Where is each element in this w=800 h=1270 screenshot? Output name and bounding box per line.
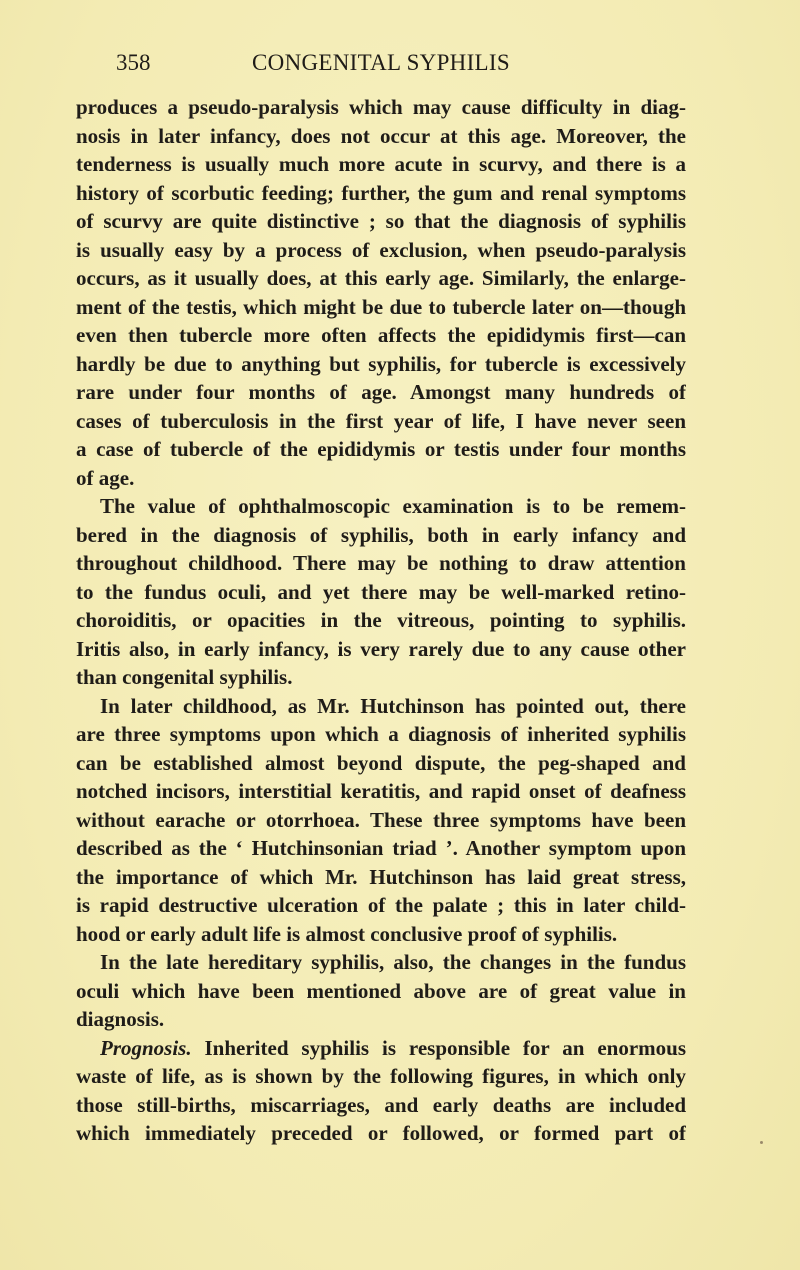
text-line <box>76 1005 686 1034</box>
text-line <box>76 720 686 749</box>
text-line <box>76 749 686 778</box>
page-number: 358 <box>116 50 151 75</box>
line-text: those still-births, miscarriages, and early deaths are included <box>76 1092 686 1117</box>
text-line <box>76 1062 686 1091</box>
line-text: described as the ‘ Hutchinsonian triad ’. Another symptom upon <box>76 836 686 860</box>
line-text: rare under four months of age. Amongst many hundreds of <box>76 380 686 404</box>
line-text: is usually easy by a process of exclusion, when pseudo-paralysis <box>76 237 686 262</box>
text-line <box>76 236 686 265</box>
text-line <box>76 264 686 293</box>
text-line <box>76 692 686 721</box>
line-text: Iritis also, in early infancy, is very rarely due to any cause other <box>76 636 686 661</box>
text-line <box>76 293 686 322</box>
text-line <box>76 93 686 122</box>
text-line <box>76 891 686 920</box>
text-line <box>76 977 686 1006</box>
section-heading-italic: Prognosis. <box>100 1035 192 1060</box>
line-text: oculi which have been mentioned above are of great value in <box>76 978 686 1003</box>
line-text: hood or early adult life is almost conclusive proof of syphilis. <box>76 921 618 946</box>
line-text: ment of the testis, which might be due to tubercle later on—though <box>76 294 686 319</box>
line-text: which immediately preceded or followed, or formed part of <box>76 1121 686 1145</box>
text-line <box>76 663 686 692</box>
text-line <box>76 378 686 407</box>
line-text: to the fundus oculi, and yet there may be well-marked retino- <box>76 579 686 604</box>
body-text <box>76 93 686 1148</box>
text-line <box>76 1119 686 1148</box>
text-line <box>76 122 686 151</box>
paper-speck <box>760 1141 763 1144</box>
text-line <box>76 549 686 578</box>
running-header <box>76 48 686 78</box>
text-line <box>76 350 686 379</box>
text-line <box>76 1091 686 1120</box>
text-line <box>76 777 686 806</box>
line-text: In later childhood, as Mr. Hutchinson has pointed out, there <box>100 693 686 718</box>
text-line <box>76 407 686 436</box>
line-text: notched incisors, interstitial keratitis, and rapid onset of deafness <box>76 779 686 803</box>
line-text: of age. <box>76 465 135 490</box>
text-line <box>76 635 686 664</box>
line-text: is rapid destructive ulceration of the palate ; this in later child- <box>76 893 686 917</box>
text-line <box>76 521 686 550</box>
line-text: hardly be due to anything but syphilis, for tubercle is excessively <box>76 351 686 376</box>
line-text: nosis in later infancy, does not occur at this age. Moreover, the <box>76 123 686 148</box>
line-text: of scurvy are quite distinctive ; so that the diagnosis of syphilis <box>76 209 686 233</box>
text-line <box>76 806 686 835</box>
line-text: Inherited syphilis is responsible for an enormous <box>191 1035 686 1060</box>
text-line <box>76 179 686 208</box>
text-line <box>76 207 686 236</box>
text-line <box>76 863 686 892</box>
text-line <box>76 435 686 464</box>
line-text: In the late hereditary syphilis, also, the changes in the fundus <box>100 950 686 974</box>
line-text: tenderness is usually much more acute in scurvy, and there is a <box>76 152 686 176</box>
line-text: waste of life, as is shown by the following figures, in which only <box>76 1064 686 1088</box>
line-text: can be established almost beyond dispute, the peg-shaped and <box>76 750 686 775</box>
line-text: choroiditis, or opacities in the vitreous, pointing to syphilis. <box>76 608 686 632</box>
text-line <box>76 948 686 977</box>
line-text: than congenital syphilis. <box>76 665 293 689</box>
text-line <box>76 920 686 949</box>
text-line <box>76 321 686 350</box>
text-line <box>76 834 686 863</box>
line-text: a case of tubercle of the epididymis or testis under four months <box>76 437 686 461</box>
text-line <box>76 1034 686 1063</box>
text-line <box>76 150 686 179</box>
line-text: occurs, as it usually does, at this early age. Similarly, the enlarge- <box>76 266 686 290</box>
line-text: the importance of which Mr. Hutchinson has laid great stress, <box>76 864 686 889</box>
text-line <box>76 578 686 607</box>
line-text: without earache or otorrhoea. These three symptoms have been <box>76 807 686 832</box>
text-line <box>76 464 686 493</box>
line-text: cases of tuberculosis in the first year of life, I have never seen <box>76 408 686 433</box>
running-title: CONGENITAL SYPHILIS <box>252 50 510 75</box>
line-text: are three symptoms upon which a diagnosis of inherited syphilis <box>76 722 686 746</box>
line-text: The value of ophthalmoscopic examination is to be remem- <box>100 494 686 518</box>
text-line <box>76 492 686 521</box>
line-text: produces a pseudo-paralysis which may cause difficulty in diag- <box>76 95 686 119</box>
text-line <box>76 606 686 635</box>
line-text: bered in the diagnosis of syphilis, both in early infancy and <box>76 522 686 547</box>
line-text: throughout childhood. There may be nothing to draw attention <box>76 551 686 575</box>
line-text: history of scorbutic feeding; further, the gum and renal symptoms <box>76 180 686 205</box>
line-text: diagnosis. <box>76 1007 165 1031</box>
line-text: even then tubercle more often affects the epididymis first—can <box>76 323 686 347</box>
